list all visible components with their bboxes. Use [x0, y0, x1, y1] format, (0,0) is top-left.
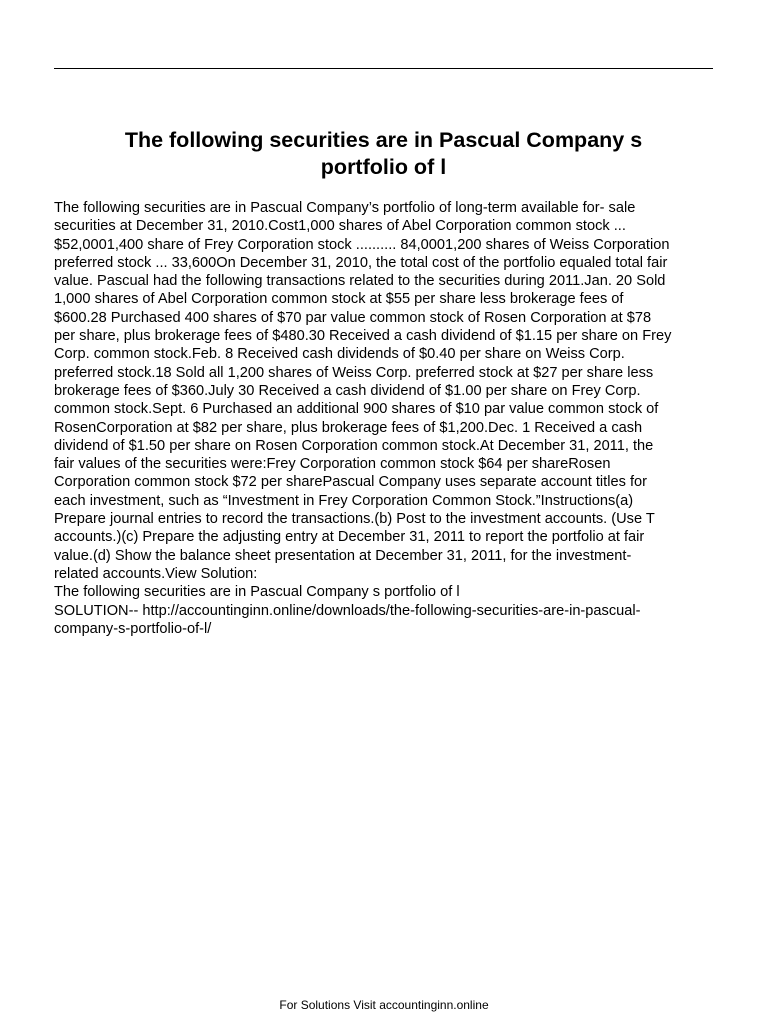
body-line: dividend of $1.50 per share on Rosen Corporation common stock.At December 31, 2011, the	[54, 437, 654, 454]
top-divider	[54, 68, 713, 69]
solution-link-line: company-s-portfolio-of-l/	[54, 620, 212, 637]
document-title	[54, 127, 713, 181]
solution-link-line: SOLUTION-- http://accountinginn.online/downloads/the-following-securities-are-in-pascual-	[54, 602, 641, 619]
body-line: securities at December 31, 2010.Cost1,000 shares of Abel Corporation common stock ...	[54, 218, 626, 235]
body-line: common stock.Sept. 6 Purchased an additional 900 shares of $10 par value common stock of	[54, 401, 659, 418]
body-line: 1,000 shares of Abel Corporation common stock at $55 per share less brokerage fees of	[54, 291, 624, 308]
repeated-title-line: The following securities are in Pascual Company s portfolio of l	[54, 584, 460, 601]
body-line: value. Pascual had the following transactions related to the securities during 2011.Jan. 20 Sold	[54, 273, 666, 290]
body-line: fair values of the securities were:Frey Corporation common stock $64 per shareRosen	[54, 456, 611, 473]
body-line: Corp. common stock.Feb. 8 Received cash dividends of $0.40 per share on Weiss Corp.	[54, 346, 625, 363]
body-line: $52,0001,400 share of Frey Corporation stock .......... 84,0001,200 shares of Weiss Corporation	[54, 236, 670, 253]
body-line: preferred stock.18 Sold all 1,200 shares of Weiss Corp. preferred stock at $27 per share less	[54, 364, 654, 381]
body-line: per share, plus brokerage fees of $480.30 Received a cash dividend of $1.15 per share on Frey	[54, 328, 672, 345]
body-line: Prepare journal entries to record the transactions.(b) Post to the investment accounts. (Use T	[54, 511, 655, 528]
title-line-1: The following securities are in Pascual Company s	[124, 128, 643, 152]
body-line: preferred stock ... 33,600On December 31, 2010, the total cost of the portfolio equaled total fair	[54, 254, 668, 271]
body-line: value.(d) Show the balance sheet presentation at December 31, 2011, for the investment-	[54, 547, 632, 564]
title-line-2: portfolio of l	[320, 155, 447, 179]
body-line: brokerage fees of $360.July 30 Received a cash dividend of $1.00 per share on Frey Corp.	[54, 382, 641, 399]
body-line: accounts.)(c) Prepare the adjusting entry at December 31, 2011 to report the portfolio at fair	[54, 529, 645, 546]
body-line: The following securities are in Pascual Company’s portfolio of long-term available for- sale	[54, 200, 636, 216]
body-line: $600.28 Purchased 400 shares of $70 par value common stock of Rosen Corporation at $78	[54, 309, 652, 326]
body-line: each investment, such as “Investment in Frey Corporation Common Stock.”Instructions(a)	[54, 492, 634, 509]
body-line: RosenCorporation at $82 per share, plus brokerage fees of $1,200.Dec. 1 Received a cash	[54, 419, 643, 436]
page-footer: For Solutions Visit accountinginn.online	[279, 998, 489, 1012]
document-body	[54, 199, 716, 638]
view-solution-line: related accounts.View Solution:	[54, 565, 258, 582]
body-line: Corporation common stock $72 per sharePascual Company uses separate account titles for	[54, 474, 647, 491]
